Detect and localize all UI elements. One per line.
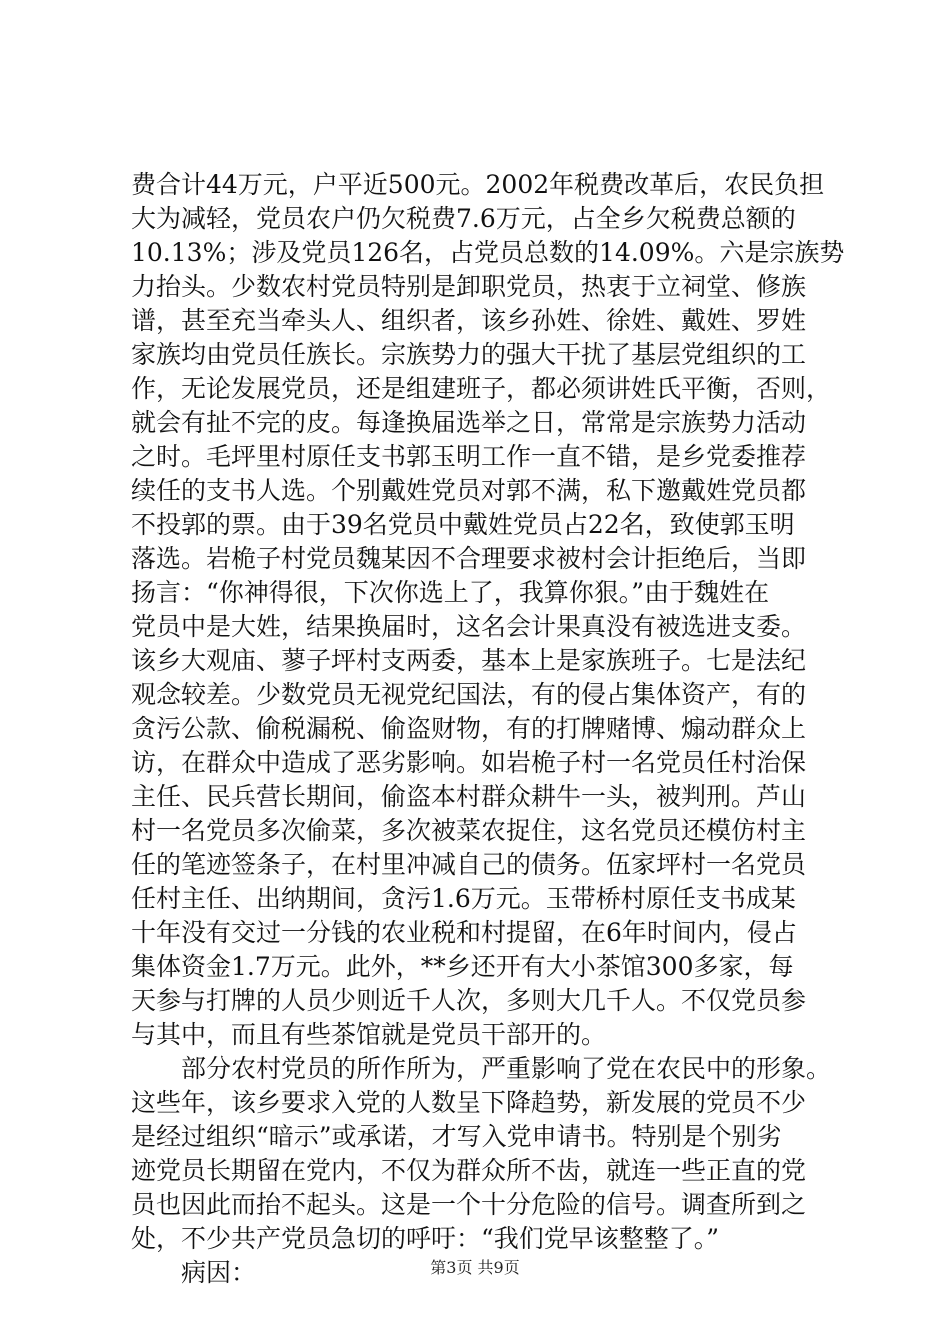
text-line: 十年没有交过一分钱的农业税和村提留，在6年时间内，侵占 [131,918,797,947]
text-line: 任村主任、出纳期间，贪污1.6万元。玉带桥村原任支书成某 [131,884,796,913]
text-line: 作，无论发展党员，还是组建班子，都必须讲姓氏平衡，否则， [131,374,832,403]
text-line: 员也因此而抬不起头。这是一个十分危险的信号。调查所到之 [131,1190,807,1219]
text-line: 天参与打牌的人员少则近千人次，多则大几千人。不仅党员参 [131,986,807,1015]
text-line: 村一名党员多次偷菜，多次被菜农捉住，这名党员还模仿村主 [131,816,807,845]
text-line: 与其中，而且有些茶馆就是党员干部开的。 [131,1020,607,1049]
text-line: 谱，甚至充当牵头人、组织者，该乡孙姓、徐姓、戴姓、罗姓 [131,306,807,335]
text-line: 任的笔迹签条子，在村里冲减自己的债务。伍家坪村一名党员 [131,850,807,879]
text-line: 不投郭的票。由于39名党员中戴姓党员占22名，致使郭玉明 [131,510,795,539]
text-line: 集体资金1.7万元。此外，**乡还开有大小茶馆300多家，每 [131,952,794,981]
text-line: 扬言：“你神得很，下次你选上了，我算你狠。”由于魏姓在 [131,578,770,607]
text-line: 是经过组织“暗示”或承诺，才写入党申请书。特别是个别劣 [131,1122,782,1151]
body-text [131,168,845,1290]
text-line: 访，在群众中造成了恶劣影响。如岩桅子村一名党员任村治保 [131,748,807,777]
text-line: 力抬头。少数农村党员特别是卸职党员，热衷于立祠堂、修族 [131,272,807,301]
text-line: 该乡大观庙、蓼子坪村支两委，基本上是家族班子。七是法纪 [131,646,807,675]
text-line: 大为减轻，党员农户仍欠税费7.6万元，占全乡欠税费总额的 [131,204,796,233]
text-line: 贪污公款、偷税漏税、偷盗财物，有的打牌赌博、煽动群众上 [131,714,807,743]
text-line: 家族均由党员任族长。宗族势力的强大干扰了基层党组织的工 [131,340,807,369]
text-line: 10.13%；涉及党员126名，占党员总数的14.09%。六是宗族势 [131,238,845,267]
text-line: 迹党员长期留在党内，不仅为群众所不齿，就连一些正直的党 [131,1156,807,1185]
text-line: 费合计44万元，户平近500元。2002年税费改革后，农民负担 [131,170,825,199]
text-line: 这些年，该乡要求入党的人数呈下降趋势，新发展的党员不少 [131,1088,807,1117]
paragraph-first-line: 部分农村党员的所作所为，严重影响了党在农民中的形象。 [181,1054,832,1083]
text-line: 观念较差。少数党员无视党纪国法，有的侵占集体资产，有的 [131,680,807,709]
text-line: 之时。毛坪里村原任支书郭玉明工作一直不错，是乡党委推荐 [131,442,807,471]
text-line: 就会有扯不完的皮。每逢换届选举之日，常常是宗族势力活动 [131,408,807,437]
text-line: 续任的支书人选。个别戴姓党员对郭不满，私下邀戴姓党员都 [131,476,807,505]
text-line: 处，不少共产党员急切的呼吁：“我们党早该整整了。” [131,1224,720,1253]
text-line: 党员中是大姓，结果换届时，这名会计果真没有被选进支委。 [131,612,807,641]
text-line: 落选。岩桅子村党员魏某因不合理要求被村会计拒绝后，当即 [131,544,807,573]
page-footer: 第3页 共9页 [430,1258,520,1277]
section-heading: 病因： [181,1258,257,1287]
text-line: 主任、民兵营长期间，偷盗本村群众耕牛一头，被判刑。芦山 [131,782,807,811]
